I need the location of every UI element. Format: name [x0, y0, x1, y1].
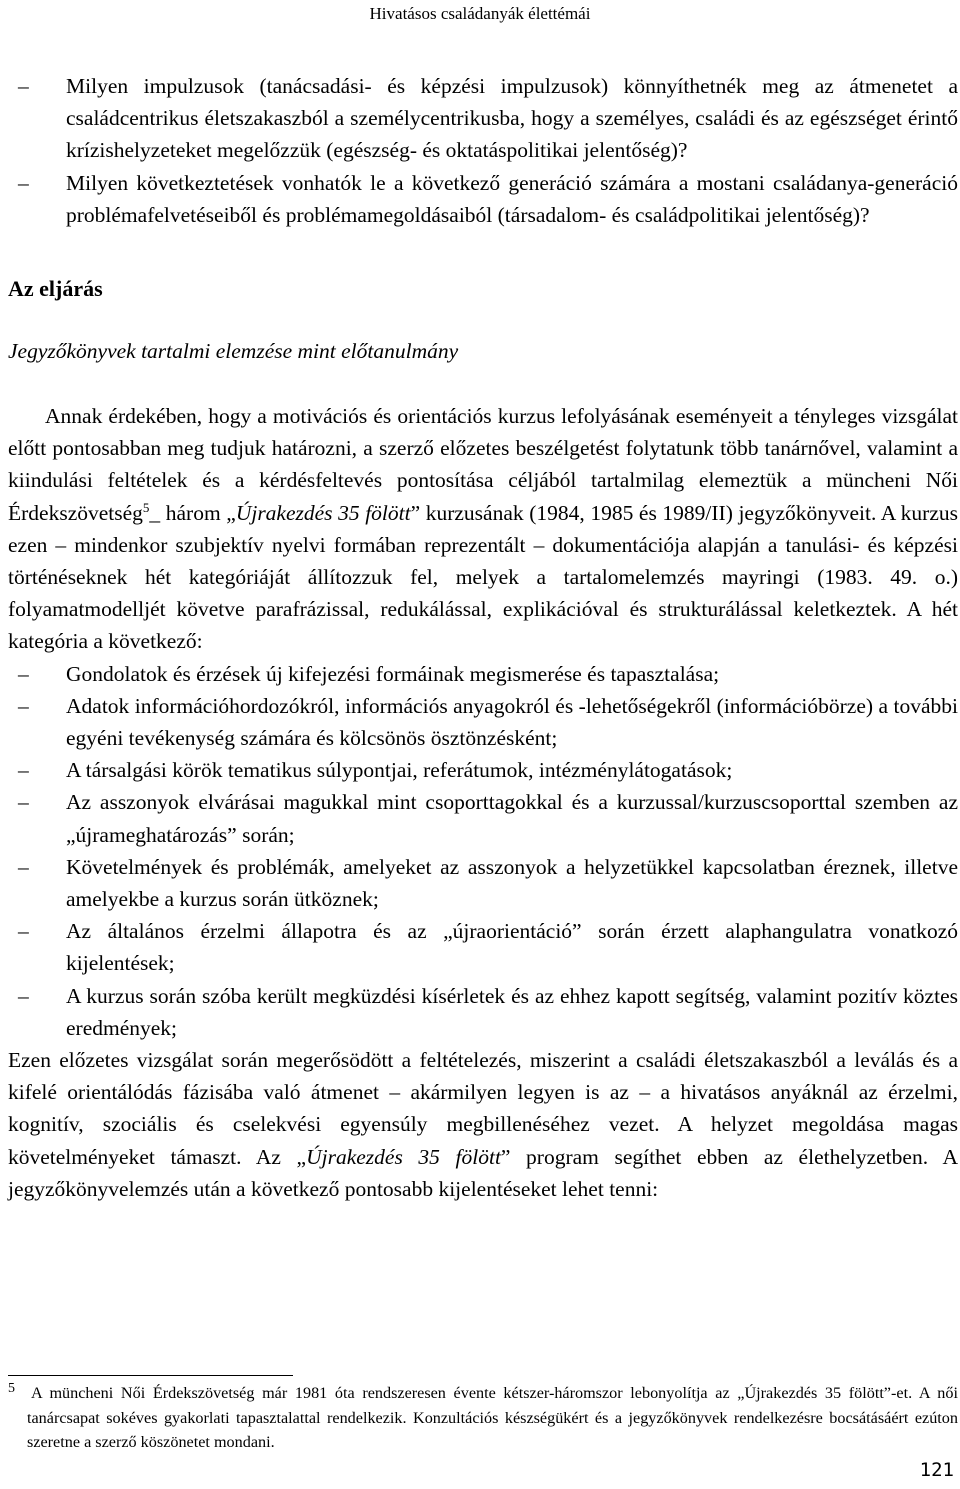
running-header: Hivatásos családanyák élettémái	[369, 4, 591, 23]
intro-question-item	[8, 167, 958, 231]
list-item-text: Adatok információhordozókról, információs anyagokról és -lehetőségekről (információbörze) a további egyéni tevékenység számára és kölcsönös ösztönzésként;	[66, 693, 958, 751]
intro-question-item	[8, 70, 958, 167]
category-item	[8, 980, 958, 1044]
category-item	[8, 851, 958, 915]
footnote-number: 5	[8, 1381, 15, 1396]
intro-question-list	[8, 70, 958, 231]
body-text: ” kurzusának (1984, 1985 és 1989/II) jegyzőkönyveit. A kurzus ezen – mindenkor szubjektív nyelvi formában reprezentált – dokumentációja alapján a tanulási- és képzési történéseknek hét kategóriáját állítozzuk fel, melyek a tartalomelemzés mayringi (1983. 49. o.) folyamatmodelljét követve parafrázissal, redukálással, explikációval és strukturálással keletkeztek. A hét kategória a következő:	[8, 500, 959, 654]
list-dash: –	[18, 758, 29, 783]
list-dash: –	[18, 693, 29, 718]
section-subheading: Jegyzőkönyvek tartalmi elemzése mint előtanulmány	[8, 339, 459, 364]
body-text: Ezen előzetes vizsgálat során megerősödött a feltételezés, miszerint a családi életszakaszból a leválás és a kifelé orientálódás fázisába való átmenet – akármilyen legyen is az – a hivatásos anyáknál az érzelmi, kognitív, szociális és cselekvési egyensúly megbillenéséhez vezet. A helyzet megoldása magas követelményeket támaszt. Az „	[8, 1048, 958, 1169]
footnote-text: A müncheni Női Érdekszövetség már 1981 óta rendszeresen évente kétszer-háromszor lebonyolítja az „Újrakezdés 35 fölött”-et. A női tanárcsapat sokéves gyakorlati tapasztalattal rendelkezik. Konzultációs készségükért és a jegyzőkönyvek rendelkezésre bocsátásáért ezúton szeretne a szerző köszönetet mondani.	[27, 1384, 958, 1451]
list-item-text: A kurzus során szóba került megküzdési kísérletek és az ehhez kapott segítség, valamint pozitív köztes eredmények;	[66, 983, 958, 1040]
list-item-text: Az általános érzelmi állapotra és az „újraorientáció” során érzett alaphangulatra vonatkozó kijelentések;	[66, 919, 958, 976]
page-body	[8, 70, 958, 1205]
program-title: Újrakezdés 35 fölött	[306, 1144, 501, 1169]
body-text: Annak érdekében, hogy a motivációs és orientációs kurzus lefolyásának eseményeit a tényleges vizsgálat előtt pontosabban meg tudjuk határozni, a szerző előzetes beszélgetést folytatunk több tanárnővel, valamint a kiindulási feltételek és a kérdésfeltevés pontosítása céljából tartalmilag elemeztük a müncheni Női Érdekszövetség	[8, 404, 958, 525]
course-title: Újrakezdés 35 fölött	[235, 500, 411, 525]
category-item	[8, 754, 958, 786]
list-item-text: Az asszonyok elvárásai magukkal mint csoporttagokkal és a kurzussal/kurzuscsoporttal szemben az „újrameghatározás” során;	[66, 790, 958, 847]
section-heading: Az eljárás	[8, 276, 103, 302]
list-item-text: Gondolatok és érzések új kifejezési formáinak megismerése és tapasztalása;	[66, 661, 720, 686]
body-text: ” program segíthet ebben az élethelyzetben. A jegyzőkönyvelemzés után a következő pontosabb kijelentéseket lehet tenni:	[8, 1144, 959, 1201]
category-item	[8, 658, 958, 690]
body-paragraph	[8, 400, 958, 658]
category-item	[8, 915, 958, 979]
list-dash: –	[18, 919, 29, 944]
list-item-text: Milyen impulzusok (tanácsadási- és képzési impulzusok) könnyíthetnék meg az átmenetet a családcentrikus életszakaszból a személycentrikusba, hogy a személyes, családi és az egészséget érintő krízishelyzeteket megelőzzük (egészség- és oktatáspolitikai jelentőség)?	[66, 74, 958, 163]
category-list	[8, 658, 958, 1044]
list-item-text: A társalgási körök tematikus súlypontjai, referátumok, intézménylátogatások;	[66, 758, 733, 783]
category-item	[8, 690, 958, 754]
closing-paragraph	[8, 1044, 958, 1205]
list-item-text: Követelmények és problémák, amelyeket az asszonyok a helyzetükkel kapcsolatban éreznek, illetve amelyekbe a kurzus során ütköznek;	[66, 854, 958, 912]
list-dash: –	[18, 74, 29, 98]
list-dash: –	[18, 790, 29, 815]
list-dash: –	[18, 170, 29, 195]
list-item-text: Milyen következtetések vonhatók le a következő generáció számára a mostani családanya-generáció problémafelvetéseiből és problémamegoldásaiból (társadalom- és családpolitikai jelentőség)?	[66, 170, 958, 227]
page-number: 121	[919, 1459, 954, 1481]
list-dash: –	[18, 983, 29, 1008]
body-text: _ három „	[149, 500, 236, 525]
footnote	[8, 1381, 958, 1455]
footnote-divider	[8, 1375, 293, 1376]
footnote-reference: 5	[142, 499, 150, 515]
category-item	[8, 786, 958, 850]
list-dash: –	[18, 854, 29, 879]
list-dash: –	[18, 661, 29, 686]
